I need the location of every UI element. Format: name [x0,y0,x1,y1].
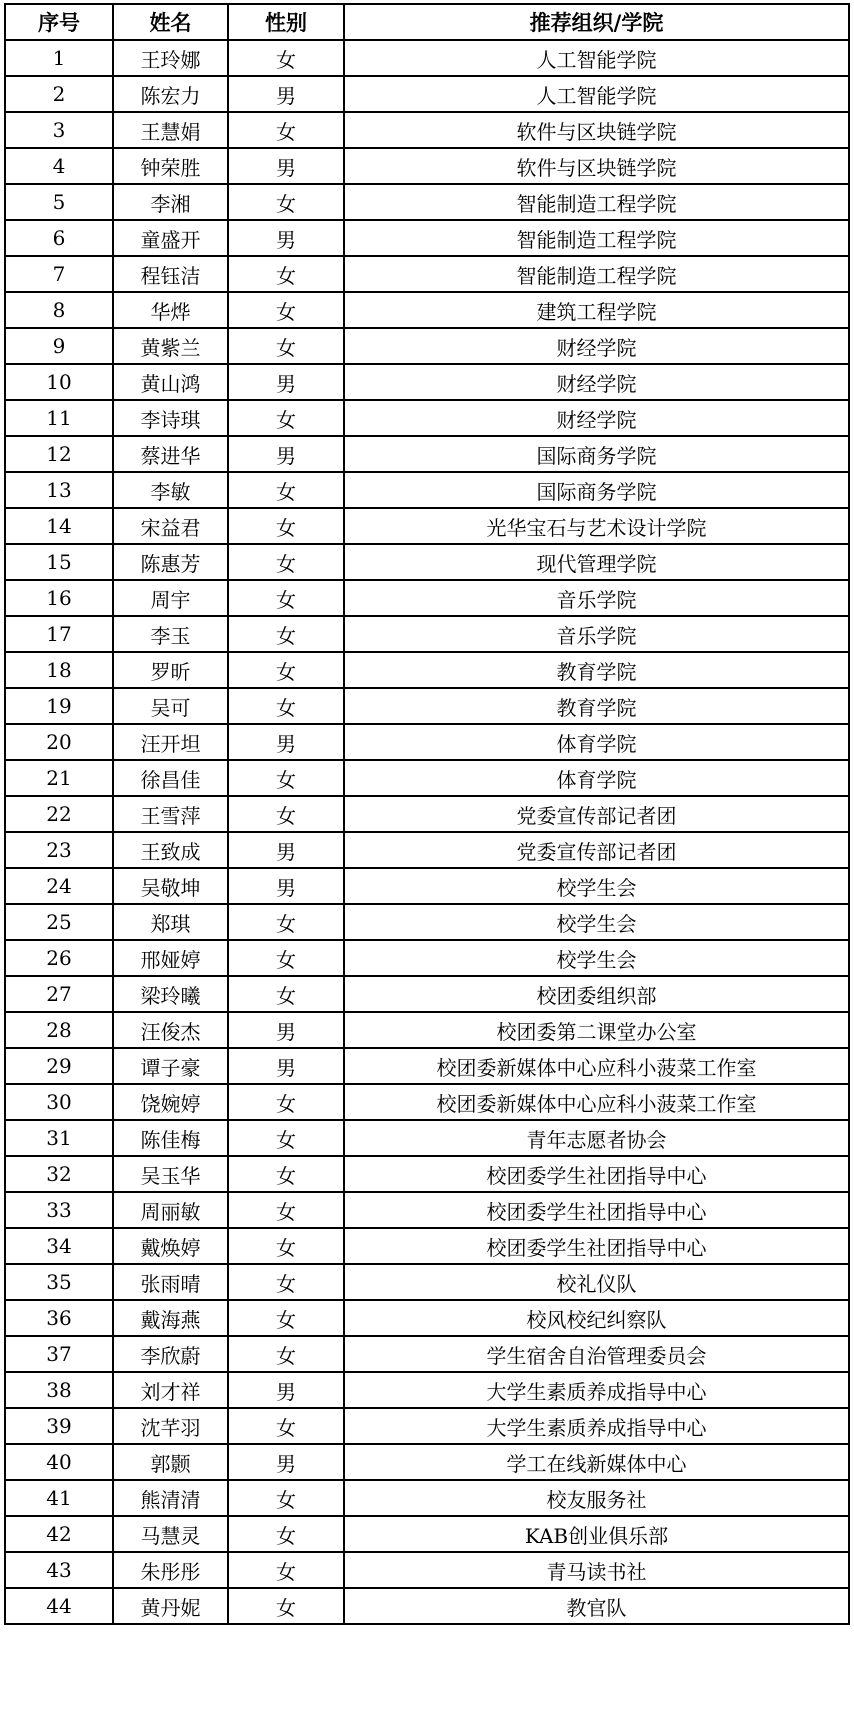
cell-index: 44 [5,1588,113,1624]
cell-gender: 女 [228,1264,344,1300]
cell-gender: 女 [228,184,344,220]
cell-index: 41 [5,1480,113,1516]
cell-index: 36 [5,1300,113,1336]
cell-organization: 校团委学生社团指导中心 [344,1156,849,1192]
cell-organization: 校学生会 [344,904,849,940]
cell-organization: 校礼仪队 [344,1264,849,1300]
cell-name: 汪开坦 [113,724,228,760]
cell-name: 王致成 [113,832,228,868]
table-row [5,112,849,148]
cell-gender: 女 [228,508,344,544]
cell-organization: 校风校纪纠察队 [344,1300,849,1336]
cell-index: 34 [5,1228,113,1264]
table-row [5,1264,849,1300]
table-row [5,508,849,544]
cell-index: 20 [5,724,113,760]
cell-index: 29 [5,1048,113,1084]
cell-index: 15 [5,544,113,580]
cell-index: 19 [5,688,113,724]
cell-organization: 软件与区块链学院 [344,148,849,184]
table-row [5,220,849,256]
cell-organization: 校团委新媒体中心应科小菠菜工作室 [344,1048,849,1084]
cell-organization: 校团委学生社团指导中心 [344,1192,849,1228]
cell-gender: 男 [228,148,344,184]
cell-name: 程钰洁 [113,256,228,292]
cell-organization: 教官队 [344,1588,849,1624]
table-row [5,544,849,580]
cell-index: 23 [5,832,113,868]
cell-gender: 男 [228,76,344,112]
table-row [5,1552,849,1588]
cell-name: 李诗琪 [113,400,228,436]
cell-organization: 音乐学院 [344,616,849,652]
cell-name: 戴焕婷 [113,1228,228,1264]
cell-index: 13 [5,472,113,508]
cell-organization: 智能制造工程学院 [344,256,849,292]
table-row [5,400,849,436]
cell-organization: 学工在线新媒体中心 [344,1444,849,1480]
table-row [5,1480,849,1516]
cell-name: 钟荣胜 [113,148,228,184]
cell-gender: 女 [228,112,344,148]
cell-index: 28 [5,1012,113,1048]
table-row [5,1300,849,1336]
roster-table-container [4,3,850,1625]
cell-name: 童盛开 [113,220,228,256]
cell-index: 27 [5,976,113,1012]
cell-index: 38 [5,1372,113,1408]
cell-name: 李敏 [113,472,228,508]
table-row [5,1336,849,1372]
cell-organization: 校团委第二课堂办公室 [344,1012,849,1048]
cell-name: 李湘 [113,184,228,220]
table-row [5,76,849,112]
cell-organization: 体育学院 [344,760,849,796]
cell-organization: 人工智能学院 [344,40,849,76]
table-row [5,1228,849,1264]
cell-gender: 女 [228,580,344,616]
cell-gender: 女 [228,1084,344,1120]
cell-organization: 大学生素质养成指导中心 [344,1408,849,1444]
cell-organization: 国际商务学院 [344,436,849,472]
cell-gender: 男 [228,436,344,472]
cell-organization: 现代管理学院 [344,544,849,580]
cell-gender: 女 [228,1408,344,1444]
table-row [5,148,849,184]
table-row [5,1516,849,1552]
cell-organization: 智能制造工程学院 [344,220,849,256]
cell-organization: 财经学院 [344,364,849,400]
table-row [5,724,849,760]
cell-name: 郑琪 [113,904,228,940]
cell-gender: 男 [228,724,344,760]
table-row [5,1408,849,1444]
table-row [5,832,849,868]
table-row [5,1588,849,1624]
cell-organization: 软件与区块链学院 [344,112,849,148]
cell-index: 30 [5,1084,113,1120]
table-row [5,256,849,292]
cell-organization: 学生宿舍自治管理委员会 [344,1336,849,1372]
cell-organization: 财经学院 [344,328,849,364]
cell-name: 周宇 [113,580,228,616]
cell-organization: 党委宣传部记者团 [344,796,849,832]
table-row [5,328,849,364]
cell-index: 31 [5,1120,113,1156]
header-index: 序号 [5,4,113,40]
table-row [5,436,849,472]
cell-gender: 女 [228,1480,344,1516]
cell-name: 李玉 [113,616,228,652]
cell-index: 26 [5,940,113,976]
table-row [5,1084,849,1120]
cell-name: 李欣蔚 [113,1336,228,1372]
cell-gender: 女 [228,796,344,832]
cell-organization: 校团委新媒体中心应科小菠菜工作室 [344,1084,849,1120]
cell-gender: 女 [228,616,344,652]
table-row [5,1444,849,1480]
cell-name: 吴敬坤 [113,868,228,904]
cell-name: 华烨 [113,292,228,328]
cell-name: 饶婉婷 [113,1084,228,1120]
cell-name: 黄紫兰 [113,328,228,364]
cell-gender: 女 [228,1120,344,1156]
table-row [5,688,849,724]
cell-name: 熊清清 [113,1480,228,1516]
cell-index: 42 [5,1516,113,1552]
cell-gender: 女 [228,688,344,724]
cell-gender: 女 [228,472,344,508]
table-row [5,580,849,616]
table-body [5,40,849,1624]
cell-index: 33 [5,1192,113,1228]
cell-organization: 青年志愿者协会 [344,1120,849,1156]
table-row [5,292,849,328]
cell-index: 24 [5,868,113,904]
cell-gender: 男 [228,868,344,904]
cell-organization: 建筑工程学院 [344,292,849,328]
cell-gender: 女 [228,976,344,1012]
cell-name: 蔡进华 [113,436,228,472]
cell-gender: 女 [228,940,344,976]
cell-index: 1 [5,40,113,76]
table-row [5,940,849,976]
cell-organization: 党委宣传部记者团 [344,832,849,868]
cell-index: 7 [5,256,113,292]
table-header-row [5,4,849,40]
cell-index: 4 [5,148,113,184]
table-row [5,796,849,832]
cell-name: 陈宏力 [113,76,228,112]
cell-name: 徐昌佳 [113,760,228,796]
cell-name: 黄山鸿 [113,364,228,400]
cell-gender: 女 [228,544,344,580]
header-gender: 性别 [228,4,344,40]
cell-gender: 男 [228,364,344,400]
table-row [5,184,849,220]
cell-index: 11 [5,400,113,436]
table-row [5,868,849,904]
cell-name: 戴海燕 [113,1300,228,1336]
cell-index: 43 [5,1552,113,1588]
cell-organization: KAB创业俱乐部 [344,1516,849,1552]
cell-organization: 教育学院 [344,688,849,724]
cell-gender: 女 [228,40,344,76]
cell-gender: 女 [228,1336,344,1372]
cell-index: 40 [5,1444,113,1480]
cell-organization: 财经学院 [344,400,849,436]
cell-gender: 女 [228,1552,344,1588]
cell-gender: 男 [228,1012,344,1048]
cell-name: 朱彤彤 [113,1552,228,1588]
cell-index: 35 [5,1264,113,1300]
cell-name: 梁玲曦 [113,976,228,1012]
cell-index: 5 [5,184,113,220]
cell-name: 王雪萍 [113,796,228,832]
cell-organization: 校学生会 [344,868,849,904]
header-organization: 推荐组织/学院 [344,4,849,40]
cell-organization: 校团委组织部 [344,976,849,1012]
cell-name: 王玲娜 [113,40,228,76]
cell-name: 沈芊羽 [113,1408,228,1444]
cell-index: 9 [5,328,113,364]
cell-organization: 大学生素质养成指导中心 [344,1372,849,1408]
cell-index: 32 [5,1156,113,1192]
cell-gender: 男 [228,220,344,256]
cell-index: 21 [5,760,113,796]
cell-name: 陈佳梅 [113,1120,228,1156]
cell-name: 刘才祥 [113,1372,228,1408]
table-row [5,1120,849,1156]
cell-name: 张雨晴 [113,1264,228,1300]
cell-organization: 音乐学院 [344,580,849,616]
cell-index: 17 [5,616,113,652]
cell-organization: 校友服务社 [344,1480,849,1516]
cell-organization: 国际商务学院 [344,472,849,508]
cell-organization: 光华宝石与艺术设计学院 [344,508,849,544]
cell-index: 3 [5,112,113,148]
cell-name: 郭颢 [113,1444,228,1480]
cell-gender: 女 [228,256,344,292]
cell-gender: 女 [228,1156,344,1192]
cell-gender: 女 [228,904,344,940]
cell-index: 18 [5,652,113,688]
table-row [5,364,849,400]
table-row [5,976,849,1012]
table-row [5,616,849,652]
cell-index: 25 [5,904,113,940]
cell-gender: 男 [228,1444,344,1480]
cell-organization: 校学生会 [344,940,849,976]
table-row [5,472,849,508]
cell-name: 马慧灵 [113,1516,228,1552]
cell-organization: 校团委学生社团指导中心 [344,1228,849,1264]
cell-gender: 男 [228,1048,344,1084]
cell-index: 16 [5,580,113,616]
table-row [5,652,849,688]
cell-gender: 女 [228,328,344,364]
cell-index: 22 [5,796,113,832]
cell-gender: 女 [228,1300,344,1336]
cell-index: 37 [5,1336,113,1372]
roster-table [4,3,850,1625]
cell-index: 10 [5,364,113,400]
table-row [5,1372,849,1408]
cell-index: 6 [5,220,113,256]
cell-gender: 女 [228,1228,344,1264]
cell-name: 罗昕 [113,652,228,688]
cell-gender: 男 [228,832,344,868]
cell-name: 王慧娟 [113,112,228,148]
table-row [5,904,849,940]
cell-organization: 教育学院 [344,652,849,688]
cell-organization: 智能制造工程学院 [344,184,849,220]
cell-organization: 体育学院 [344,724,849,760]
cell-organization: 青马读书社 [344,1552,849,1588]
cell-index: 14 [5,508,113,544]
cell-gender: 女 [228,652,344,688]
cell-gender: 女 [228,292,344,328]
table-row [5,40,849,76]
cell-gender: 女 [228,760,344,796]
header-name: 姓名 [113,4,228,40]
cell-name: 宋益君 [113,508,228,544]
cell-name: 周丽敏 [113,1192,228,1228]
cell-gender: 女 [228,1516,344,1552]
cell-name: 吴玉华 [113,1156,228,1192]
table-row [5,1192,849,1228]
cell-index: 8 [5,292,113,328]
cell-gender: 女 [228,400,344,436]
table-row [5,1048,849,1084]
table-row [5,760,849,796]
cell-index: 39 [5,1408,113,1444]
cell-name: 黄丹妮 [113,1588,228,1624]
cell-name: 邢娅婷 [113,940,228,976]
cell-name: 陈惠芳 [113,544,228,580]
cell-index: 2 [5,76,113,112]
cell-name: 吴可 [113,688,228,724]
cell-gender: 女 [228,1588,344,1624]
cell-organization: 人工智能学院 [344,76,849,112]
cell-name: 汪俊杰 [113,1012,228,1048]
table-row [5,1156,849,1192]
cell-index: 12 [5,436,113,472]
cell-name: 谭子豪 [113,1048,228,1084]
table-row [5,1012,849,1048]
cell-gender: 男 [228,1372,344,1408]
cell-gender: 女 [228,1192,344,1228]
